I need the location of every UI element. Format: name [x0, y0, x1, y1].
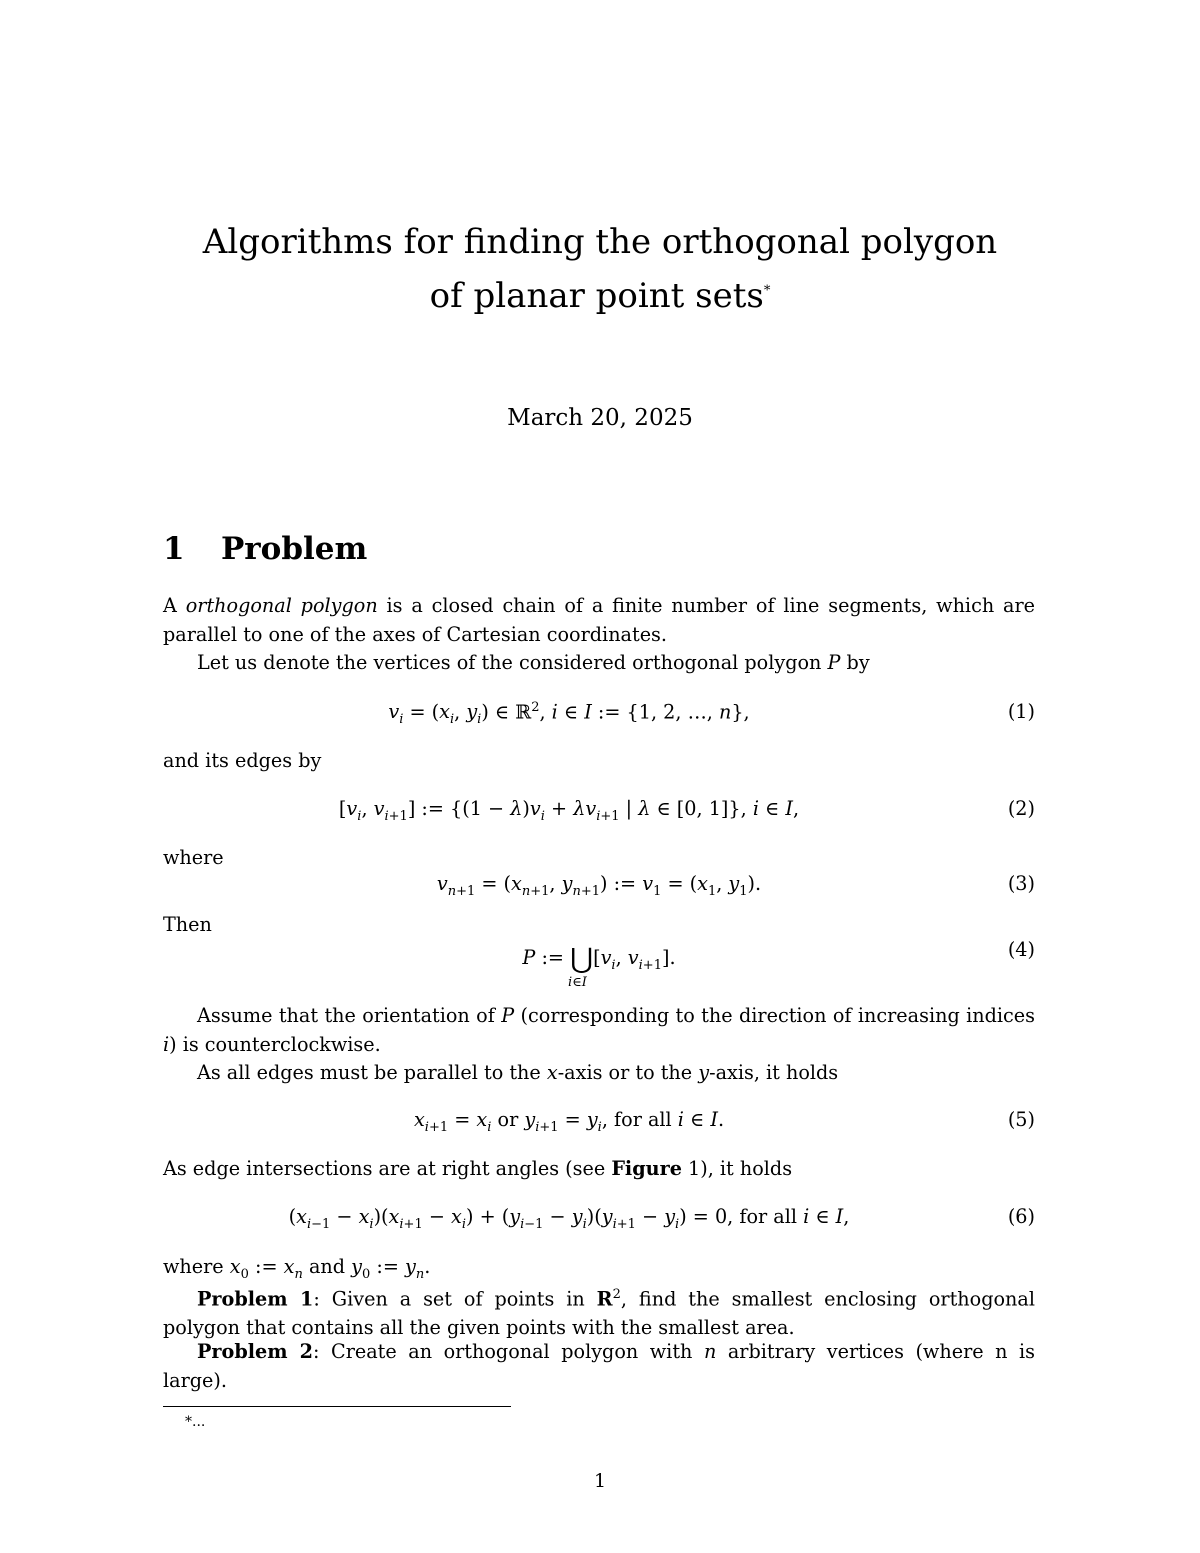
title-footnote-mark: *: [763, 283, 771, 299]
equation-1: $v_i = (x_i$, $y_i$) ∈ ℝ$^2$, i ∈ I := {1, 2, …, n}, (1): [388, 700, 1035, 728]
problem-1-label: Problem 1: [197, 1287, 314, 1311]
equation-4: P := $⋃[v_i$, $v_{i+1}$]. i∈I (4): [522, 938, 1035, 990]
figure-reference[interactable]: Figure: [611, 1157, 682, 1180]
term-orthogonal-polygon: orthogonal polygon: [185, 594, 378, 617]
paragraph-orientation: Assume that the orientation of P (corresponding to the direction of increasing indices i) is counterclockwise.: [163, 1004, 1035, 1056]
title-line-2: of planar point sets*: [429, 276, 771, 316]
section-title: Problem: [221, 531, 368, 567]
equation-2: [$v_i$, $v_{i+1}$] := {$(1 - \lambda)v_i + \lambda v_{i+1}$ | λ ∈ [0, 1]}, i ∈ I, (2): [338, 797, 1035, 824]
page-number: 1: [593, 1470, 607, 1492]
paragraph-problem-2: Problem 2: Create an orthogonal polygon with n arbitrary vertices (where n is large).: [163, 1340, 1036, 1392]
paragraph-definition: A orthogonal polygon is a closed chain of a finite number of line segments, which are parallel to one of the axes of Cartesian coordinates.: [163, 594, 1035, 646]
paragraph-x0-definition: where $x_0$ := $x_n$ and $y_0$ := $y_n$.: [163, 1255, 431, 1282]
paper-date: March 20, 2025: [507, 405, 693, 431]
equation-2-number: (2): [1007, 797, 1035, 820]
paragraph-problem-1: Problem 1: Given a set of points in $R^2$, find the smallest enclosing orthogonal polygon that contains all the given points with the smallest area.: [163, 1287, 1035, 1339]
problem-2-label: Problem 2: [197, 1340, 314, 1363]
footnote-rule: [163, 1406, 511, 1407]
paragraph-parallel: As all edges must be parallel to the x-axis or to the y-axis, it holds: [197, 1061, 839, 1084]
paragraph-then: Then: [163, 913, 212, 936]
paragraph-where: where: [163, 846, 224, 869]
equation-6-number: (6): [1007, 1205, 1035, 1228]
equation-1-number: (1): [1007, 700, 1035, 723]
equation-3-number: (3): [1007, 872, 1035, 895]
equation-4-number: (4): [1007, 938, 1035, 961]
title-line-1: Algorithms for finding the orthogonal polygon: [202, 222, 998, 262]
equation-5-number: (5): [1007, 1108, 1035, 1131]
paragraph-edges: and its edges by: [163, 749, 322, 772]
section-heading: [163, 531, 367, 567]
equation-3: $v_{n+1} = (x_{n+1}$, $y_{n+1}$) := $v_1 = (x_1$, $y_1$). (3): [436, 872, 1035, 899]
equation-5: $x_{i+1} = x_i$ or $y_{i+1} = y_i$, for all i ∈ I. (5): [413, 1108, 1035, 1135]
paragraph-vertices: Let us denote the vertices of the considered orthogonal polygon P by: [197, 651, 870, 674]
section-number: 1: [163, 531, 185, 567]
equation-6: $(x_{i-1} - x_i)(x_{i+1} - x_i) + (y_{i-1} - y_i)(y_{i+1} - y_i) = 0$, for all i ∈ I, (6): [288, 1205, 1035, 1232]
footnote: *...: [185, 1414, 206, 1430]
paragraph-right-angles: As edge intersections are at right angles (see Figure 1), it holds: [163, 1157, 793, 1180]
